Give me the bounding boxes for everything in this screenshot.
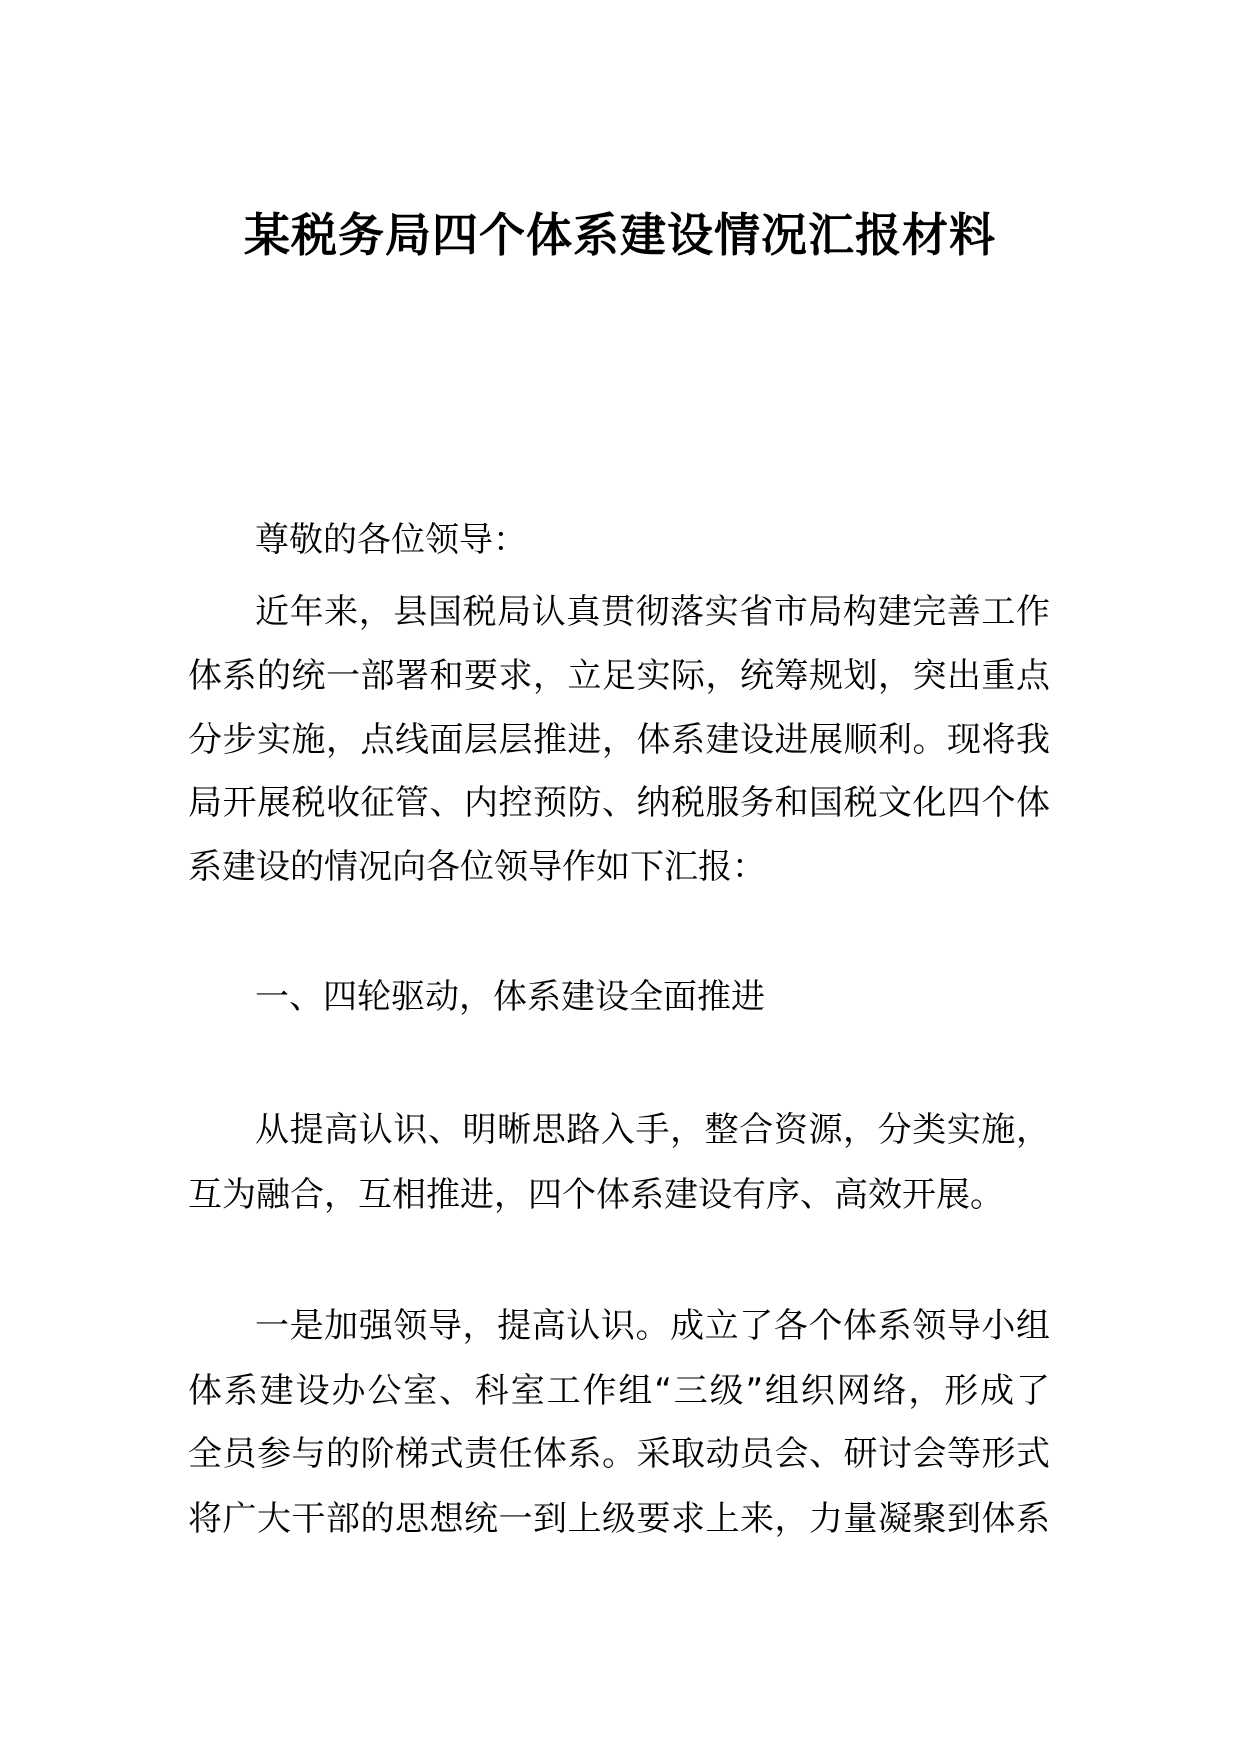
paragraph-line: 互为融合，互相推进，四个体系建设有序、高效开展。 [188,1175,1004,1215]
paragraph-line: 系建设的情况向各位领导作如下汇报： [188,847,766,887]
paragraph-line: 将广大干部的思想统一到上级要求上来，力量凝聚到体系 [188,1499,1050,1539]
paragraph-line: 近年来，县国税局认真贯彻落实省市局构建完善工作 [255,592,1050,632]
paragraph-line: 分步实施，点线面层层推进，体系建设进展顺利。现将我 [188,720,1050,760]
document-title: 某税务局四个体系建设情况汇报材料 [244,208,996,262]
paragraph-line: 体系的统一部署和要求，立足实际，统筹规划，突出重点 [188,656,1050,696]
paragraph-line: 全员参与的阶梯式责任体系。采取动员会、研讨会等形式 [188,1434,1050,1474]
paragraph-line: 局开展税收征管、内控预防、纳税服务和国税文化四个体 [188,783,1050,823]
paragraph-line: 一是加强领导，提高认识。成立了各个体系领导小组 [255,1306,1050,1346]
salutation: 尊敬的各位领导： [255,520,527,560]
paragraph-line: 体系建设办公室、科室工作组“三级”组织网络，形成了 [188,1371,1050,1411]
section-heading: 一、四轮驱动，体系建设全面推进 [255,977,765,1017]
paragraph-line: 从提高认识、明晰思路入手，整合资源，分类实施， [255,1110,1050,1150]
